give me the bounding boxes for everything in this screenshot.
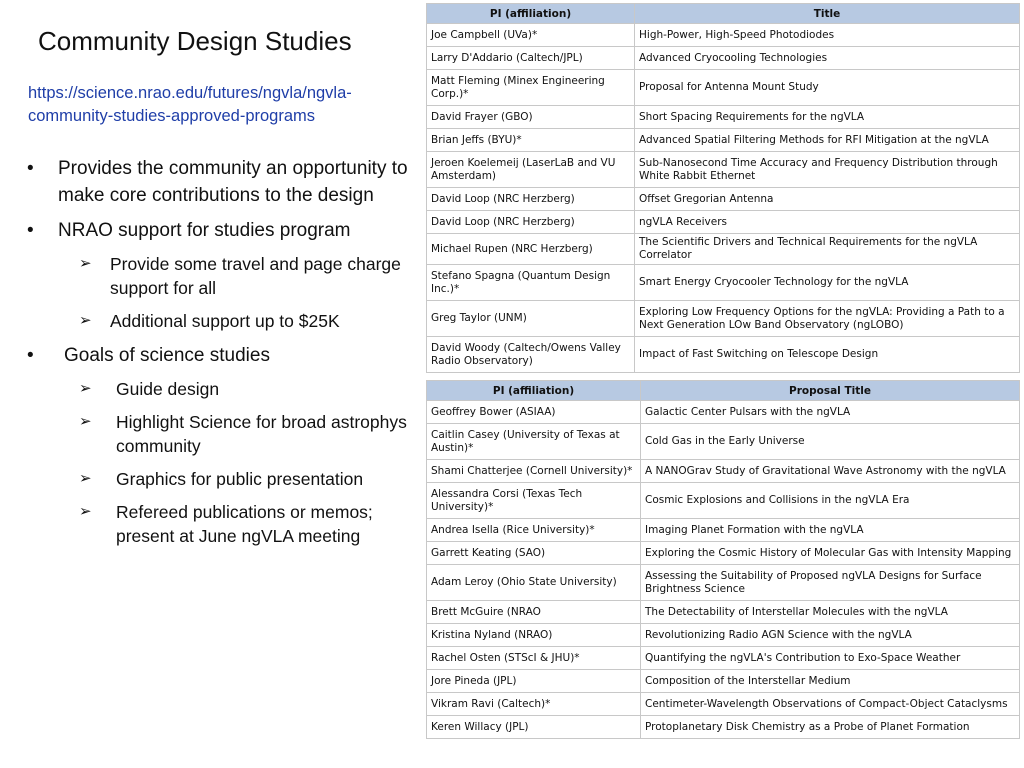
table-row [427, 47, 1020, 70]
column-header-pi: PI (affiliation) [427, 4, 635, 24]
sub-bullet-text: Graphics for public presentation [116, 469, 364, 489]
title-cell: Centimeter-Wavelength Observations of Compact-Object Cataclysms [641, 693, 1020, 716]
sub-bullet-text: Refereed publications or memos; present at June ngVLA meeting [116, 502, 373, 546]
bullet-list [22, 155, 417, 557]
table-row [427, 188, 1020, 211]
arrow-bullet-icon: ➢ [79, 413, 92, 430]
table-row [427, 424, 1020, 460]
table-row [427, 234, 1020, 265]
table-row [427, 129, 1020, 152]
arrow-bullet-icon: ➢ [79, 312, 92, 329]
sub-bullet-text: Highlight Science for broad astrophys community [116, 412, 407, 456]
table-row [427, 670, 1020, 693]
pi-cell: Stefano Spagna (Quantum Design Inc.)* [427, 265, 635, 301]
bullet-item [22, 342, 417, 369]
bullet-text: NRAO support for studies program [58, 220, 351, 241]
pi-cell: Alessandra Corsi (Texas Tech University)* [427, 483, 641, 519]
pi-cell: David Loop (NRC Herzberg) [427, 188, 635, 211]
science-studies-table [426, 380, 1020, 739]
table-row [427, 542, 1020, 565]
title-cell: Short Spacing Requirements for the ngVLA [635, 106, 1020, 129]
column-header-title: Title [635, 4, 1020, 24]
program-url-link[interactable]: https://science.nrao.edu/futures/ngvla/ngvla-community-studies-approved-programs [28, 84, 352, 125]
sub-bullet-item [22, 467, 417, 491]
pi-cell: Andrea Isella (Rice University)* [427, 519, 641, 542]
bullet-text: Provides the community an opportunity to make core contributions to the design [58, 158, 408, 206]
pi-cell: Brian Jeffs (BYU)* [427, 129, 635, 152]
bullet-dot-icon: • [27, 345, 34, 366]
title-cell: Offset Gregorian Antenna [635, 188, 1020, 211]
bullet-dot-icon: • [27, 158, 34, 179]
title-cell: The Scientific Drivers and Technical Requirements for the ngVLA Correlator [635, 234, 1020, 265]
pi-cell: Keren Willacy (JPL) [427, 716, 641, 739]
title-cell: Cold Gas in the Early Universe [641, 424, 1020, 460]
title-cell: The Detectability of Interstellar Molecules with the ngVLA [641, 601, 1020, 624]
column-header-pi: PI (affiliation) [427, 381, 641, 401]
title-cell: Advanced Spatial Filtering Methods for RFI Mitigation at the ngVLA [635, 129, 1020, 152]
title-cell: Advanced Cryocooling Technologies [635, 47, 1020, 70]
title-cell: Exploring Low Frequency Options for the ngVLA: Providing a Path to a Next Generation LOw Band Observatory (ngLOBO) [635, 301, 1020, 337]
title-cell: Cosmic Explosions and Collisions in the ngVLA Era [641, 483, 1020, 519]
bullet-item [22, 155, 417, 209]
pi-cell: Brett McGuire (NRAO [427, 601, 641, 624]
title-cell: ngVLA Receivers [635, 211, 1020, 234]
sub-bullet-text: Provide some travel and page charge support for all [110, 254, 401, 298]
table-row [427, 601, 1020, 624]
table-header-row [427, 381, 1020, 401]
table-row [427, 624, 1020, 647]
table-row [427, 70, 1020, 106]
bullet-dot-icon: • [27, 220, 34, 241]
pi-cell: Rachel Osten (STScI & JHU)* [427, 647, 641, 670]
bullet-item [22, 217, 417, 244]
title-cell: Assessing the Suitability of Proposed ngVLA Designs for Surface Brightness Science [641, 565, 1020, 601]
title-cell: Exploring the Cosmic History of Molecular Gas with Intensity Mapping [641, 542, 1020, 565]
table-row [427, 401, 1020, 424]
sub-bullet-text: Additional support up to $25K [110, 311, 340, 331]
pi-cell: Matt Fleming (Minex Engineering Corp.)* [427, 70, 635, 106]
title-cell: Protoplanetary Disk Chemistry as a Probe of Planet Formation [641, 716, 1020, 739]
table-row [427, 152, 1020, 188]
pi-cell: Jore Pineda (JPL) [427, 670, 641, 693]
pi-cell: Geoffrey Bower (ASIAA) [427, 401, 641, 424]
table-row [427, 301, 1020, 337]
title-cell: Impact of Fast Switching on Telescope Design [635, 337, 1020, 373]
sub-bullet-item [22, 500, 417, 548]
pi-cell: Larry D'Addario (Caltech/JPL) [427, 47, 635, 70]
engineering-studies-table [426, 3, 1020, 373]
sub-bullet-item [22, 377, 417, 401]
title-cell: High-Power, High-Speed Photodiodes [635, 24, 1020, 47]
title-cell: Sub-Nanosecond Time Accuracy and Frequency Distribution through White Rabbit Ethernet [635, 152, 1020, 188]
table-header-row [427, 4, 1020, 24]
slide-title: Community Design Studies [38, 26, 352, 56]
table-row [427, 106, 1020, 129]
title-cell: Quantifying the ngVLA's Contribution to Exo-Space Weather [641, 647, 1020, 670]
title-cell: Imaging Planet Formation with the ngVLA [641, 519, 1020, 542]
title-cell: Galactic Center Pulsars with the ngVLA [641, 401, 1020, 424]
pi-cell: David Woody (Caltech/Owens Valley Radio Observatory) [427, 337, 635, 373]
arrow-bullet-icon: ➢ [79, 503, 92, 520]
title-cell: Smart Energy Cryocooler Technology for the ngVLA [635, 265, 1020, 301]
pi-cell: Michael Rupen (NRC Herzberg) [427, 234, 635, 265]
arrow-bullet-icon: ➢ [79, 255, 92, 272]
table-row [427, 24, 1020, 47]
table-row [427, 460, 1020, 483]
sub-bullet-item [22, 309, 417, 333]
arrow-bullet-icon: ➢ [79, 470, 92, 487]
pi-cell: Vikram Ravi (Caltech)* [427, 693, 641, 716]
pi-cell: Adam Leroy (Ohio State University) [427, 565, 641, 601]
table-row [427, 693, 1020, 716]
column-header-proposal-title: Proposal Title [641, 381, 1020, 401]
pi-cell: Garrett Keating (SAO) [427, 542, 641, 565]
table-row [427, 483, 1020, 519]
pi-cell: Jeroen Koelemeij (LaserLaB and VU Amsterdam) [427, 152, 635, 188]
pi-cell: Caitlin Casey (University of Texas at Austin)* [427, 424, 641, 460]
title-cell: Revolutionizing Radio AGN Science with the ngVLA [641, 624, 1020, 647]
title-cell: Composition of the Interstellar Medium [641, 670, 1020, 693]
pi-cell: Greg Taylor (UNM) [427, 301, 635, 337]
table-row [427, 647, 1020, 670]
table-row [427, 716, 1020, 739]
bullet-text: Goals of science studies [64, 345, 270, 366]
table-row [427, 337, 1020, 373]
sub-bullet-item [22, 252, 417, 300]
table-row [427, 519, 1020, 542]
pi-cell: Kristina Nyland (NRAO) [427, 624, 641, 647]
table-row [427, 565, 1020, 601]
title-cell: Proposal for Antenna Mount Study [635, 70, 1020, 106]
pi-cell: David Loop (NRC Herzberg) [427, 211, 635, 234]
pi-cell: Shami Chatterjee (Cornell University)* [427, 460, 641, 483]
sub-bullet-item [22, 410, 417, 458]
pi-cell: David Frayer (GBO) [427, 106, 635, 129]
table-row [427, 211, 1020, 234]
sub-bullet-text: Guide design [116, 379, 220, 399]
title-cell: A NANOGrav Study of Gravitational Wave Astronomy with the ngVLA [641, 460, 1020, 483]
pi-cell: Joe Campbell (UVa)* [427, 24, 635, 47]
arrow-bullet-icon: ➢ [79, 380, 92, 397]
table-row [427, 265, 1020, 301]
